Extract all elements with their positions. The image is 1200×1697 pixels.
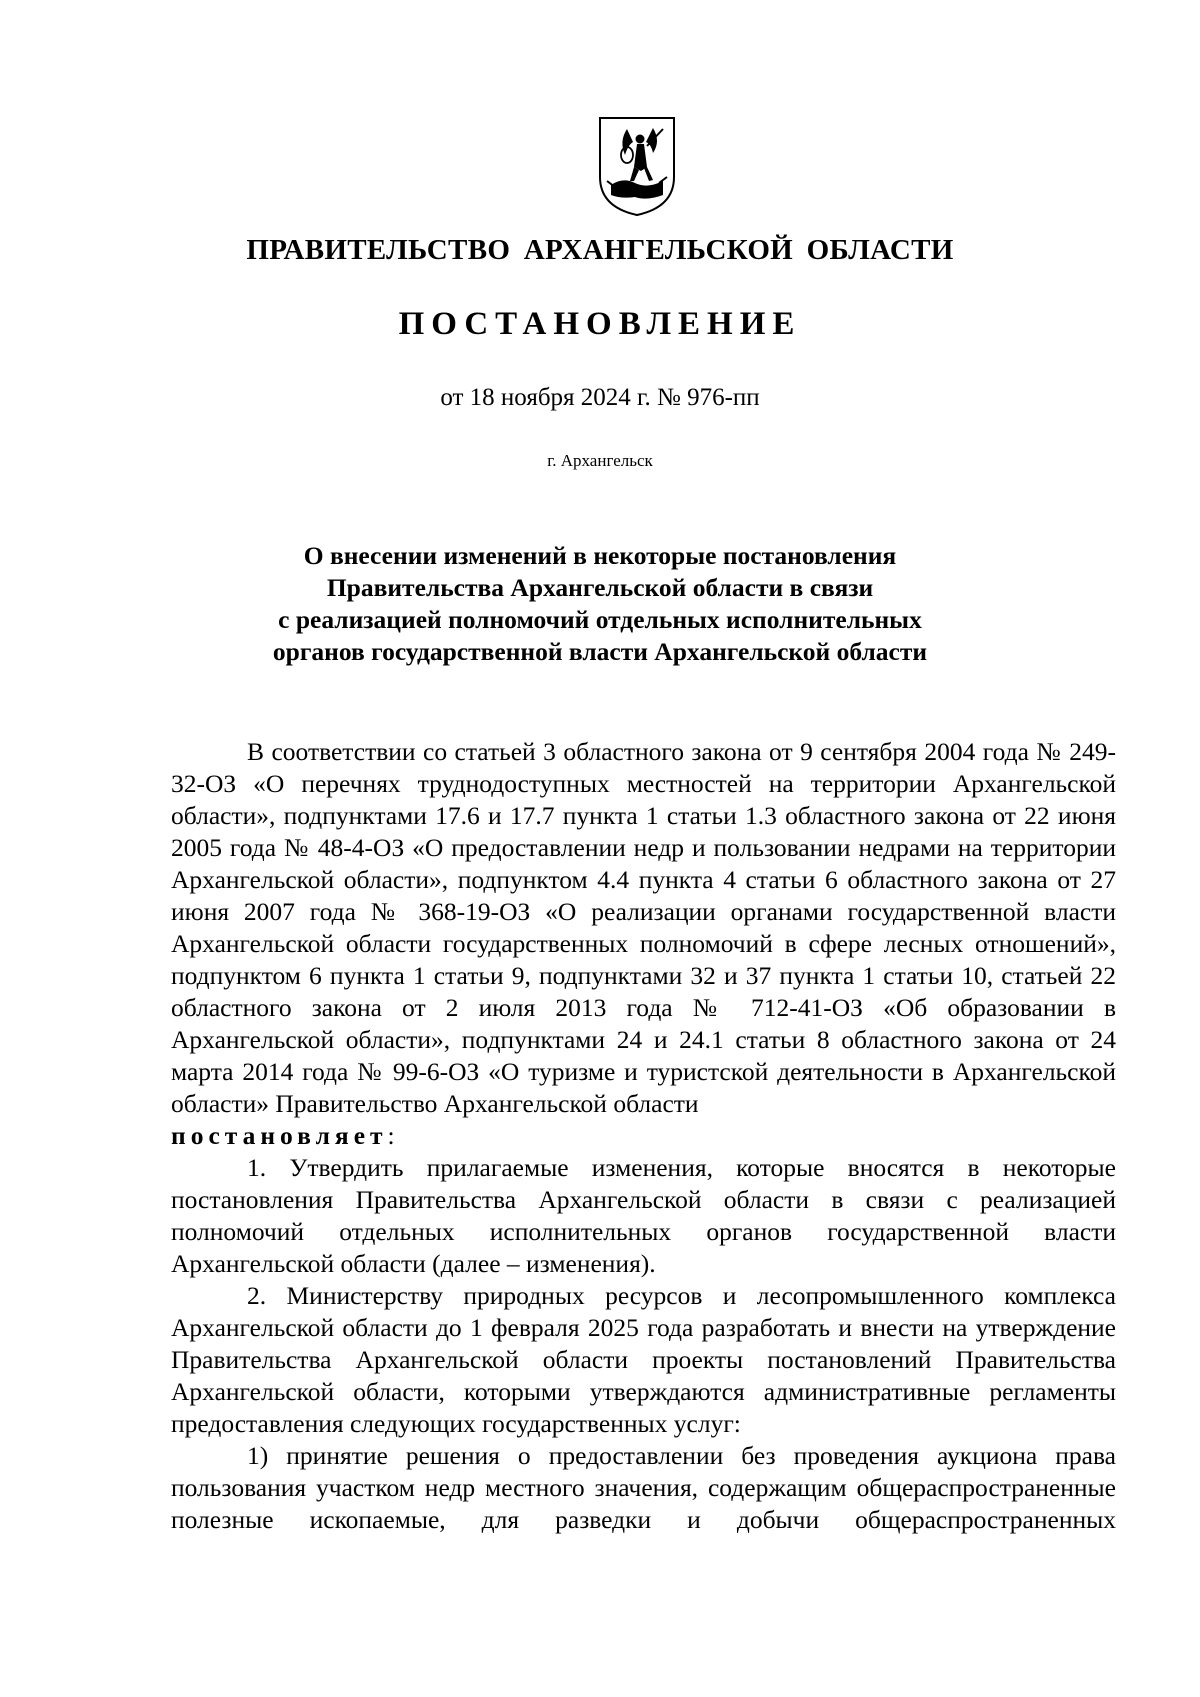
- title-line: с реализацией полномочий отдельных исполнительных: [278, 605, 922, 634]
- coat-of-arms-icon: [597, 115, 677, 218]
- document-type: ПОСТАНОВЛЕНИЕ: [398, 306, 802, 342]
- document-date-number: от 18 ноября 2024 г. № 976-пп: [440, 384, 760, 411]
- document-title: [0, 540, 1200, 668]
- title-line: О внесении изменений в некоторые постановления: [303, 541, 897, 570]
- resolves-word: постановляет: [171, 1121, 388, 1150]
- preamble-paragraph: В соответствии со статьей 3 областного закона от 9 сентября 2004 года № 249-32-ОЗ «О перечнях труднодоступных местностей на территории Архангельской области», подпунктами 17.6 и 17.7 пункта 1 статьи 1.3 областного закона от 22 июня 2005 года № 48-4-ОЗ «О предоставлении недр и пользовании недрами на территории Архангельской области», подпунктом 4.4 пункта 4 статьи 6 областного закона от 27 июня 2007 года № 368-19-ОЗ «О реализации органами государственной власти Архангельской области государственных полномочий в сфере лесных отношений», подпунктом 6 пункта 1 статьи 9, подпунктами 32 и 37 пункта 1 статьи 10, статьей 22 областного закона от 2 июля 2013 года № 712-41-ОЗ «Об образовании в Архангельской области», подпунктами 24 и 24.1 статьи 8 областного закона от 24 марта 2014 года № 99-6-ОЗ «О туризме и туристской деятельности в Архангельской области» Правительство Архангельской области: [171, 737, 1116, 1118]
- item-2-paragraph: 2. Министерству природных ресурсов и лесопромышленного комплекса Архангельской области до 1 февраля 2025 года разработать и внести на утверждение Правительства Архангельской области проекты постановлений Правительства Архангельской области, которыми утверждаются административные регламенты предоставления следующих государственных услуг:: [171, 1281, 1116, 1438]
- resolution-line: [171, 1120, 1116, 1152]
- organization-name: ПРАВИТЕЛЬСТВО АРХАНГЕЛЬСКОЙ ОБЛАСТИ: [246, 234, 954, 266]
- title-line: органов государственной власти Архангельской области: [272, 637, 928, 666]
- subitem-1-paragraph: 1) принятие решения о предоставлении без проведения аукциона права пользования участком недр местного значения, содержащим общераспространенные полезные ископаемые, для разведки и добычи общераспространенных: [171, 1441, 1116, 1534]
- item-1-paragraph: 1. Утвердить прилагаемые изменения, которые вносятся в некоторые постановления Правительства Архангельской области в связи с реализацией полномочий отдельных исполнительных органов государственной власти Архангельской области (далее – изменения).: [171, 1153, 1116, 1278]
- document-city: г. Архангельск: [547, 451, 653, 470]
- title-line: Правительства Архангельской области в связи: [326, 573, 874, 602]
- document-body: [171, 736, 1116, 1536]
- resolves-colon: :: [387, 1121, 395, 1150]
